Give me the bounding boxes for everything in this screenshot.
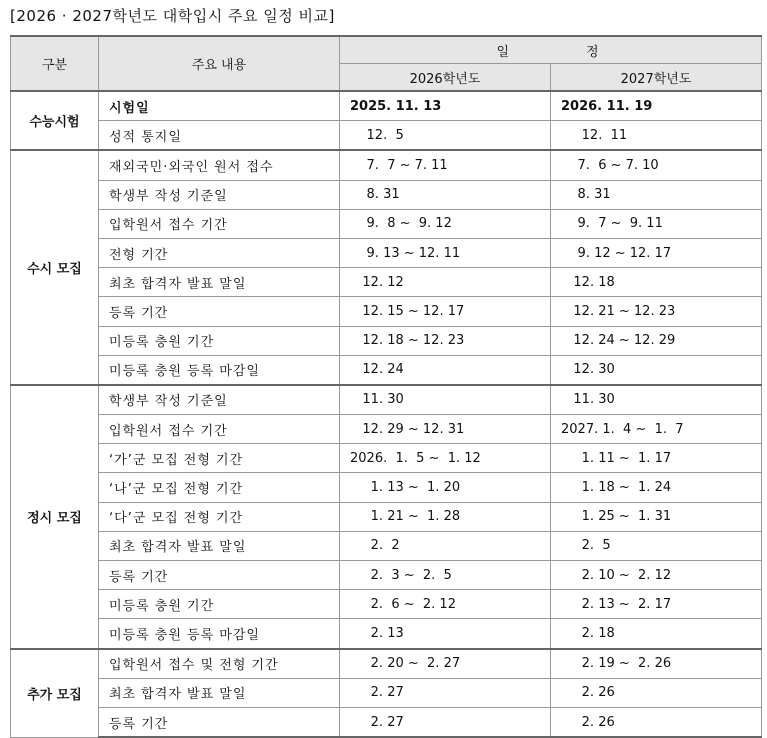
item-label: 입학원서 접수 기간 [99, 415, 340, 444]
date-2026: 12. 24 [340, 355, 551, 385]
date-2027: 9. 7 ~ 9. 11 [551, 209, 762, 238]
group-label: 정시 모집 [11, 385, 99, 649]
schedule-table [10, 35, 762, 738]
date-2026: 2. 20 ~ 2. 27 [340, 649, 551, 679]
item-label: ‘나’군 모집 전형 기간 [99, 473, 340, 502]
date-2027: 12. 30 [551, 355, 762, 385]
date-2026: 12. 15 ~ 12. 17 [340, 297, 551, 326]
date-2027: 2. 26 [551, 678, 762, 707]
date-2026: 2. 27 [340, 707, 551, 737]
table-row [11, 297, 762, 326]
item-label: 미등록 충원 등록 마감일 [99, 619, 340, 649]
item-label: 학생부 작성 기준일 [99, 385, 340, 415]
group-label: 수시 모집 [11, 150, 99, 385]
date-2027: 1. 18 ~ 1. 24 [551, 473, 762, 502]
date-2027: 2. 13 ~ 2. 17 [551, 590, 762, 619]
schedule-body [11, 91, 762, 737]
item-label: 등록 기간 [99, 707, 340, 737]
date-2026: 9. 8 ~ 9. 12 [340, 209, 551, 238]
date-2026: 2. 13 [340, 619, 551, 649]
date-2027: 9. 12 ~ 12. 17 [551, 238, 762, 267]
table-row [11, 619, 762, 649]
date-2027: 12. 24 ~ 12. 29 [551, 326, 762, 355]
item-label: 최초 합격자 발표 말일 [99, 678, 340, 707]
table-row [11, 209, 762, 238]
table-row [11, 150, 762, 180]
item-label: 등록 기간 [99, 297, 340, 326]
table-row [11, 355, 762, 385]
table-row [11, 238, 762, 267]
header-category: 구분 [11, 36, 99, 91]
table-row [11, 502, 762, 531]
date-2027: 2. 5 [551, 531, 762, 560]
date-2026: 1. 21 ~ 1. 28 [340, 502, 551, 531]
item-label: 미등록 충원 기간 [99, 326, 340, 355]
table-row [11, 561, 762, 590]
date-2026: 2. 6 ~ 2. 12 [340, 590, 551, 619]
date-2027: 1. 25 ~ 1. 31 [551, 502, 762, 531]
table-row [11, 531, 762, 560]
item-label: 최초 합격자 발표 말일 [99, 268, 340, 297]
group-label: 수능시험 [11, 91, 99, 150]
date-2027: 2026. 11. 19 [551, 91, 762, 121]
item-label: ‘다’군 모집 전형 기간 [99, 502, 340, 531]
table-row [11, 678, 762, 707]
item-label: 학생부 작성 기준일 [99, 180, 340, 209]
date-2026: 2. 2 [340, 531, 551, 560]
item-label: 미등록 충원 등록 마감일 [99, 355, 340, 385]
item-label: 미등록 충원 기간 [99, 590, 340, 619]
date-2026: 1. 13 ~ 1. 20 [340, 473, 551, 502]
date-2026: 2025. 11. 13 [340, 91, 551, 121]
table-row [11, 590, 762, 619]
date-2026: 8. 31 [340, 180, 551, 209]
document-title: [2026 · 2027학년도 대학입시 주요 일정 비교] [10, 7, 335, 25]
date-2027: 12. 18 [551, 268, 762, 297]
date-2027: 1. 11 ~ 1. 17 [551, 444, 762, 473]
date-2026: 12. 18 ~ 12. 23 [340, 326, 551, 355]
date-2027: 12. 11 [551, 121, 762, 151]
header-schedule: 일 정 [340, 36, 762, 64]
date-2026: 2. 27 [340, 678, 551, 707]
item-label: 최초 합격자 발표 말일 [99, 531, 340, 560]
date-2027: 2. 26 [551, 707, 762, 737]
table-row [11, 121, 762, 151]
table-row [11, 91, 762, 121]
item-label: 시험일 [99, 91, 340, 121]
table-row [11, 326, 762, 355]
item-label: 입학원서 접수 기간 [99, 209, 340, 238]
date-2027: 2. 19 ~ 2. 26 [551, 649, 762, 679]
date-2026: 12. 12 [340, 268, 551, 297]
date-2026: 12. 29 ~ 12. 31 [340, 415, 551, 444]
date-2026: 2026. 1. 5 ~ 1. 12 [340, 444, 551, 473]
date-2026: 12. 5 [340, 121, 551, 151]
item-label: 성적 통지일 [99, 121, 340, 151]
header-year-2026: 2026학년도 [340, 64, 551, 92]
date-2026: 11. 30 [340, 385, 551, 415]
table-row [11, 385, 762, 415]
table-row [11, 649, 762, 679]
date-2026: 7. 7 ~ 7. 11 [340, 150, 551, 180]
date-2026: 2. 3 ~ 2. 5 [340, 561, 551, 590]
date-2026: 9. 13 ~ 12. 11 [340, 238, 551, 267]
table-row [11, 180, 762, 209]
table-row [11, 268, 762, 297]
group-label: 추가 모집 [11, 649, 99, 738]
item-label: 재외국민·외국인 원서 접수 [99, 150, 340, 180]
item-label: 전형 기간 [99, 238, 340, 267]
table-row [11, 415, 762, 444]
date-2027: 2. 18 [551, 619, 762, 649]
item-label: ‘가’군 모집 전형 기간 [99, 444, 340, 473]
table-row [11, 473, 762, 502]
date-2027: 11. 30 [551, 385, 762, 415]
date-2027: 2027. 1. 4 ~ 1. 7 [551, 415, 762, 444]
item-label: 등록 기간 [99, 561, 340, 590]
header-content: 주요 내용 [99, 36, 340, 91]
date-2027: 2. 10 ~ 2. 12 [551, 561, 762, 590]
header-year-2027: 2027학년도 [551, 64, 762, 92]
date-2027: 12. 21 ~ 12. 23 [551, 297, 762, 326]
date-2027: 8. 31 [551, 180, 762, 209]
table-row [11, 444, 762, 473]
date-2027: 7. 6 ~ 7. 10 [551, 150, 762, 180]
item-label: 입학원서 접수 및 전형 기간 [99, 649, 340, 679]
table-row [11, 707, 762, 737]
